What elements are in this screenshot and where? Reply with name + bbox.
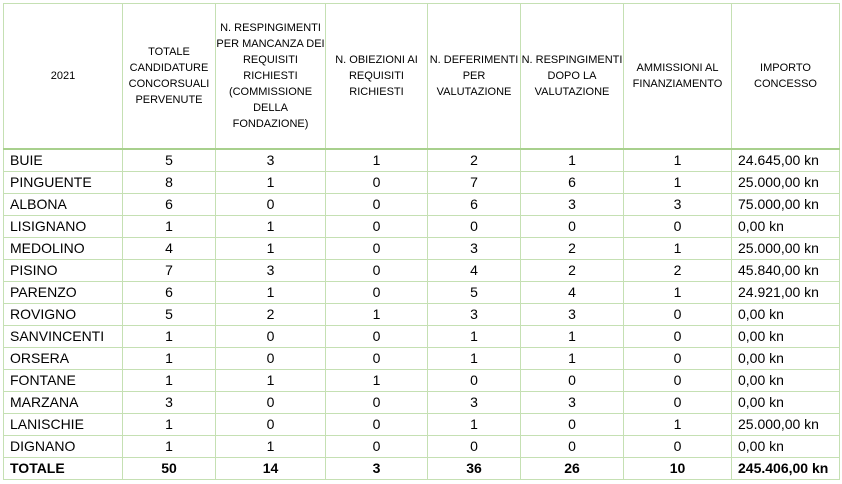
value-cell: 8: [123, 172, 216, 194]
value-cell: 2: [428, 149, 521, 172]
value-cell: 3: [123, 392, 216, 414]
value-cell: 1: [123, 414, 216, 436]
value-cell: 1: [326, 304, 428, 326]
row-label: PARENZO: [4, 282, 123, 304]
value-cell: 1: [428, 414, 521, 436]
value-cell: 1: [521, 348, 624, 370]
value-cell: 0: [521, 436, 624, 458]
amount-cell: 0,00 kn: [732, 304, 840, 326]
value-cell: 1: [123, 216, 216, 238]
table-row: [4, 414, 840, 436]
amount-cell: 0,00 kn: [732, 216, 840, 238]
value-cell: 1: [216, 370, 326, 392]
value-cell: 10: [624, 458, 732, 480]
value-cell: 0: [216, 326, 326, 348]
row-label: PINGUENTE: [4, 172, 123, 194]
value-cell: 3: [428, 238, 521, 260]
value-cell: 0: [624, 370, 732, 392]
value-cell: 7: [123, 260, 216, 282]
table-row: [4, 194, 840, 216]
amount-cell: 0,00 kn: [732, 370, 840, 392]
value-cell: 0: [521, 370, 624, 392]
row-label: DIGNANO: [4, 436, 123, 458]
value-cell: 1: [216, 436, 326, 458]
value-cell: 1: [216, 238, 326, 260]
table-row: [4, 370, 840, 392]
value-cell: 0: [521, 414, 624, 436]
value-cell: 3: [624, 194, 732, 216]
value-cell: 5: [123, 304, 216, 326]
value-cell: 0: [326, 216, 428, 238]
value-cell: 1: [521, 326, 624, 348]
col-header-objections: N. OBIEZIONI AI REQUISITI RICHIESTI: [326, 4, 428, 150]
value-cell: 1: [123, 370, 216, 392]
value-cell: 1: [624, 149, 732, 172]
value-cell: 0: [326, 392, 428, 414]
value-cell: 2: [521, 238, 624, 260]
row-label: LISIGNANO: [4, 216, 123, 238]
value-cell: 5: [123, 149, 216, 172]
value-cell: 1: [624, 172, 732, 194]
value-cell: 4: [428, 260, 521, 282]
value-cell: 0: [216, 194, 326, 216]
row-label: ORSERA: [4, 348, 123, 370]
value-cell: 1: [428, 326, 521, 348]
row-label: FONTANE: [4, 370, 123, 392]
value-cell: 0: [326, 282, 428, 304]
value-cell: 4: [521, 282, 624, 304]
row-label: SANVINCENTI: [4, 326, 123, 348]
table-row: [4, 304, 840, 326]
value-cell: 7: [428, 172, 521, 194]
value-cell: 3: [216, 260, 326, 282]
amount-cell: 25.000,00 kn: [732, 414, 840, 436]
value-cell: 0: [624, 436, 732, 458]
value-cell: 1: [624, 414, 732, 436]
funding-table: [3, 3, 840, 480]
amount-cell: 45.840,00 kn: [732, 260, 840, 282]
table-row: [4, 392, 840, 414]
col-header-referrals: N. DEFERIMENTI PER VALUTAZIONE: [428, 4, 521, 150]
col-header-total-applications: TOTALE CANDIDATURE CONCORSUALI PERVENUTE: [123, 4, 216, 150]
value-cell: 1: [521, 149, 624, 172]
value-cell: 0: [624, 304, 732, 326]
value-cell: 3: [428, 392, 521, 414]
table-row: [4, 260, 840, 282]
value-cell: 1: [123, 348, 216, 370]
row-label: BUIE: [4, 149, 123, 172]
value-cell: 0: [216, 414, 326, 436]
table-row: [4, 216, 840, 238]
value-cell: 14: [216, 458, 326, 480]
amount-cell: 24.921,00 kn: [732, 282, 840, 304]
amount-cell: 0,00 kn: [732, 326, 840, 348]
row-label: MEDOLINO: [4, 238, 123, 260]
value-cell: 2: [216, 304, 326, 326]
value-cell: 0: [624, 326, 732, 348]
value-cell: 6: [521, 172, 624, 194]
value-cell: 3: [521, 392, 624, 414]
value-cell: 2: [521, 260, 624, 282]
amount-cell: 0,00 kn: [732, 348, 840, 370]
value-cell: 36: [428, 458, 521, 480]
amount-cell: 24.645,00 kn: [732, 149, 840, 172]
value-cell: 0: [216, 348, 326, 370]
value-cell: 4: [123, 238, 216, 260]
row-label: ROVIGNO: [4, 304, 123, 326]
row-label: ALBONA: [4, 194, 123, 216]
value-cell: 0: [326, 238, 428, 260]
table-row: [4, 348, 840, 370]
value-cell: 0: [521, 216, 624, 238]
value-cell: 1: [326, 149, 428, 172]
value-cell: 0: [216, 392, 326, 414]
row-label: TOTALE: [4, 458, 123, 480]
amount-cell: 0,00 kn: [732, 436, 840, 458]
value-cell: 0: [428, 370, 521, 392]
value-cell: 6: [123, 282, 216, 304]
value-cell: 6: [428, 194, 521, 216]
table-row: [4, 149, 840, 172]
value-cell: 0: [326, 326, 428, 348]
value-cell: 26: [521, 458, 624, 480]
value-cell: 1: [123, 436, 216, 458]
value-cell: 0: [326, 172, 428, 194]
value-cell: 3: [521, 304, 624, 326]
value-cell: 50: [123, 458, 216, 480]
table-row: [4, 172, 840, 194]
value-cell: 3: [326, 458, 428, 480]
col-header-amount: IMPORTO CONCESSO: [732, 4, 840, 150]
value-cell: 1: [624, 238, 732, 260]
value-cell: 6: [123, 194, 216, 216]
value-cell: 0: [326, 436, 428, 458]
amount-cell: 25.000,00 kn: [732, 238, 840, 260]
amount-cell: 25.000,00 kn: [732, 172, 840, 194]
value-cell: 0: [326, 260, 428, 282]
value-cell: 0: [326, 194, 428, 216]
value-cell: 0: [326, 414, 428, 436]
table-row: [4, 326, 840, 348]
value-cell: 0: [326, 348, 428, 370]
col-header-rejections-requirements: N. RESPINGIMENTI PER MANCANZA DEI REQUISITI RICHIESTI (COMMISSIONE DELLA FONDAZIONE): [216, 4, 326, 150]
amount-cell: 245.406,00 kn: [732, 458, 840, 480]
value-cell: 1: [624, 282, 732, 304]
row-label: LANISCHIE: [4, 414, 123, 436]
value-cell: 0: [624, 216, 732, 238]
row-label: MARZANA: [4, 392, 123, 414]
value-cell: 0: [624, 392, 732, 414]
amount-cell: 75.000,00 kn: [732, 194, 840, 216]
header-row: [4, 4, 840, 150]
value-cell: 1: [216, 282, 326, 304]
value-cell: 1: [123, 326, 216, 348]
value-cell: 3: [428, 304, 521, 326]
amount-cell: 0,00 kn: [732, 392, 840, 414]
value-cell: 0: [428, 216, 521, 238]
value-cell: 3: [521, 194, 624, 216]
table-row: [4, 436, 840, 458]
value-cell: 1: [216, 216, 326, 238]
table-row: [4, 238, 840, 260]
row-label: PISINO: [4, 260, 123, 282]
total-row: [4, 458, 840, 480]
value-cell: 0: [624, 348, 732, 370]
value-cell: 1: [428, 348, 521, 370]
table-row: [4, 282, 840, 304]
value-cell: 1: [326, 370, 428, 392]
value-cell: 3: [216, 149, 326, 172]
year-header: 2021: [4, 4, 123, 150]
value-cell: 1: [216, 172, 326, 194]
value-cell: 5: [428, 282, 521, 304]
col-header-admissions: AMMISSIONI AL FINANZIAMENTO: [624, 4, 732, 150]
value-cell: 2: [624, 260, 732, 282]
col-header-rejections-after-evaluation: N. RESPINGIMENTI DOPO LA VALUTAZIONE: [521, 4, 624, 150]
value-cell: 0: [428, 436, 521, 458]
